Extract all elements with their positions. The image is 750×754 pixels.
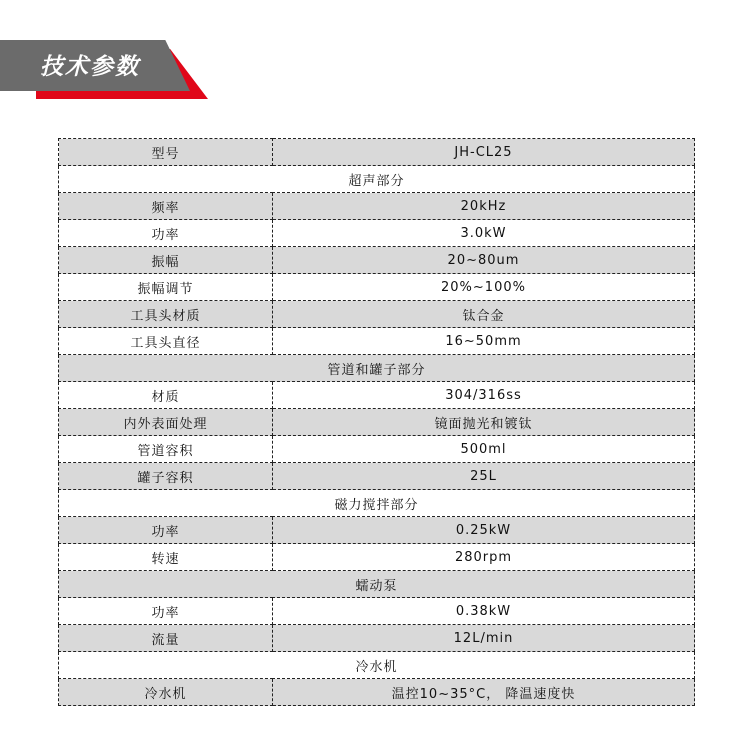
spec-key: 频率 — [59, 193, 273, 220]
spec-row — [59, 544, 695, 571]
section-header-row — [59, 490, 695, 517]
spec-value: JH-CL25 — [273, 139, 695, 166]
spec-key: 工具头直径 — [59, 328, 273, 355]
spec-row — [59, 328, 695, 355]
spec-row — [59, 625, 695, 652]
section-label: 超声部分 — [59, 166, 695, 193]
spec-key: 材质 — [59, 382, 273, 409]
spec-row — [59, 274, 695, 301]
section-label: 管道和罐子部分 — [59, 355, 695, 382]
spec-row — [59, 436, 695, 463]
spec-key: 管道容积 — [59, 436, 273, 463]
section-label: 磁力搅拌部分 — [59, 490, 695, 517]
spec-key: 振幅调节 — [59, 274, 273, 301]
spec-value: 16~50mm — [273, 328, 695, 355]
spec-key: 冷水机 — [59, 679, 273, 706]
spec-key: 流量 — [59, 625, 273, 652]
section-header-row — [59, 166, 695, 193]
spec-key: 功率 — [59, 220, 273, 247]
spec-row — [59, 517, 695, 544]
spec-key: 工具头材质 — [59, 301, 273, 328]
spec-row — [59, 301, 695, 328]
spec-value: 25L — [273, 463, 695, 490]
spec-key: 振幅 — [59, 247, 273, 274]
spec-value: 钛合金 — [273, 301, 695, 328]
spec-row — [59, 598, 695, 625]
spec-row — [59, 463, 695, 490]
spec-row — [59, 247, 695, 274]
banner-title: 技术参数 — [40, 54, 140, 80]
spec-row — [59, 220, 695, 247]
spec-value: 280rpm — [273, 544, 695, 571]
spec-key: 转速 — [59, 544, 273, 571]
spec-key: 型号 — [59, 139, 273, 166]
spec-value: 0.38kW — [273, 598, 695, 625]
section-header-row — [59, 571, 695, 598]
spec-value: 304/316ss — [273, 382, 695, 409]
spec-row — [59, 193, 695, 220]
spec-key: 罐子容积 — [59, 463, 273, 490]
section-label: 冷水机 — [59, 652, 695, 679]
section-banner — [0, 40, 210, 100]
spec-value: 12L/min — [273, 625, 695, 652]
spec-value: 0.25kW — [273, 517, 695, 544]
spec-row — [59, 382, 695, 409]
spec-value: 20kHz — [273, 193, 695, 220]
spec-row — [59, 139, 695, 166]
spec-key: 功率 — [59, 517, 273, 544]
spec-value: 20%~100% — [273, 274, 695, 301]
spec-value: 3.0kW — [273, 220, 695, 247]
spec-row — [59, 679, 695, 706]
spec-key: 内外表面处理 — [59, 409, 273, 436]
spec-key: 功率 — [59, 598, 273, 625]
spec-table — [58, 138, 695, 706]
spec-value: 500ml — [273, 436, 695, 463]
section-header-row — [59, 355, 695, 382]
section-label: 蠕动泵 — [59, 571, 695, 598]
spec-value: 20~80um — [273, 247, 695, 274]
spec-value: 镜面抛光和镀钛 — [273, 409, 695, 436]
section-header-row — [59, 652, 695, 679]
spec-row — [59, 409, 695, 436]
spec-value: 温控10~35°C， 降温速度快 — [273, 679, 695, 706]
